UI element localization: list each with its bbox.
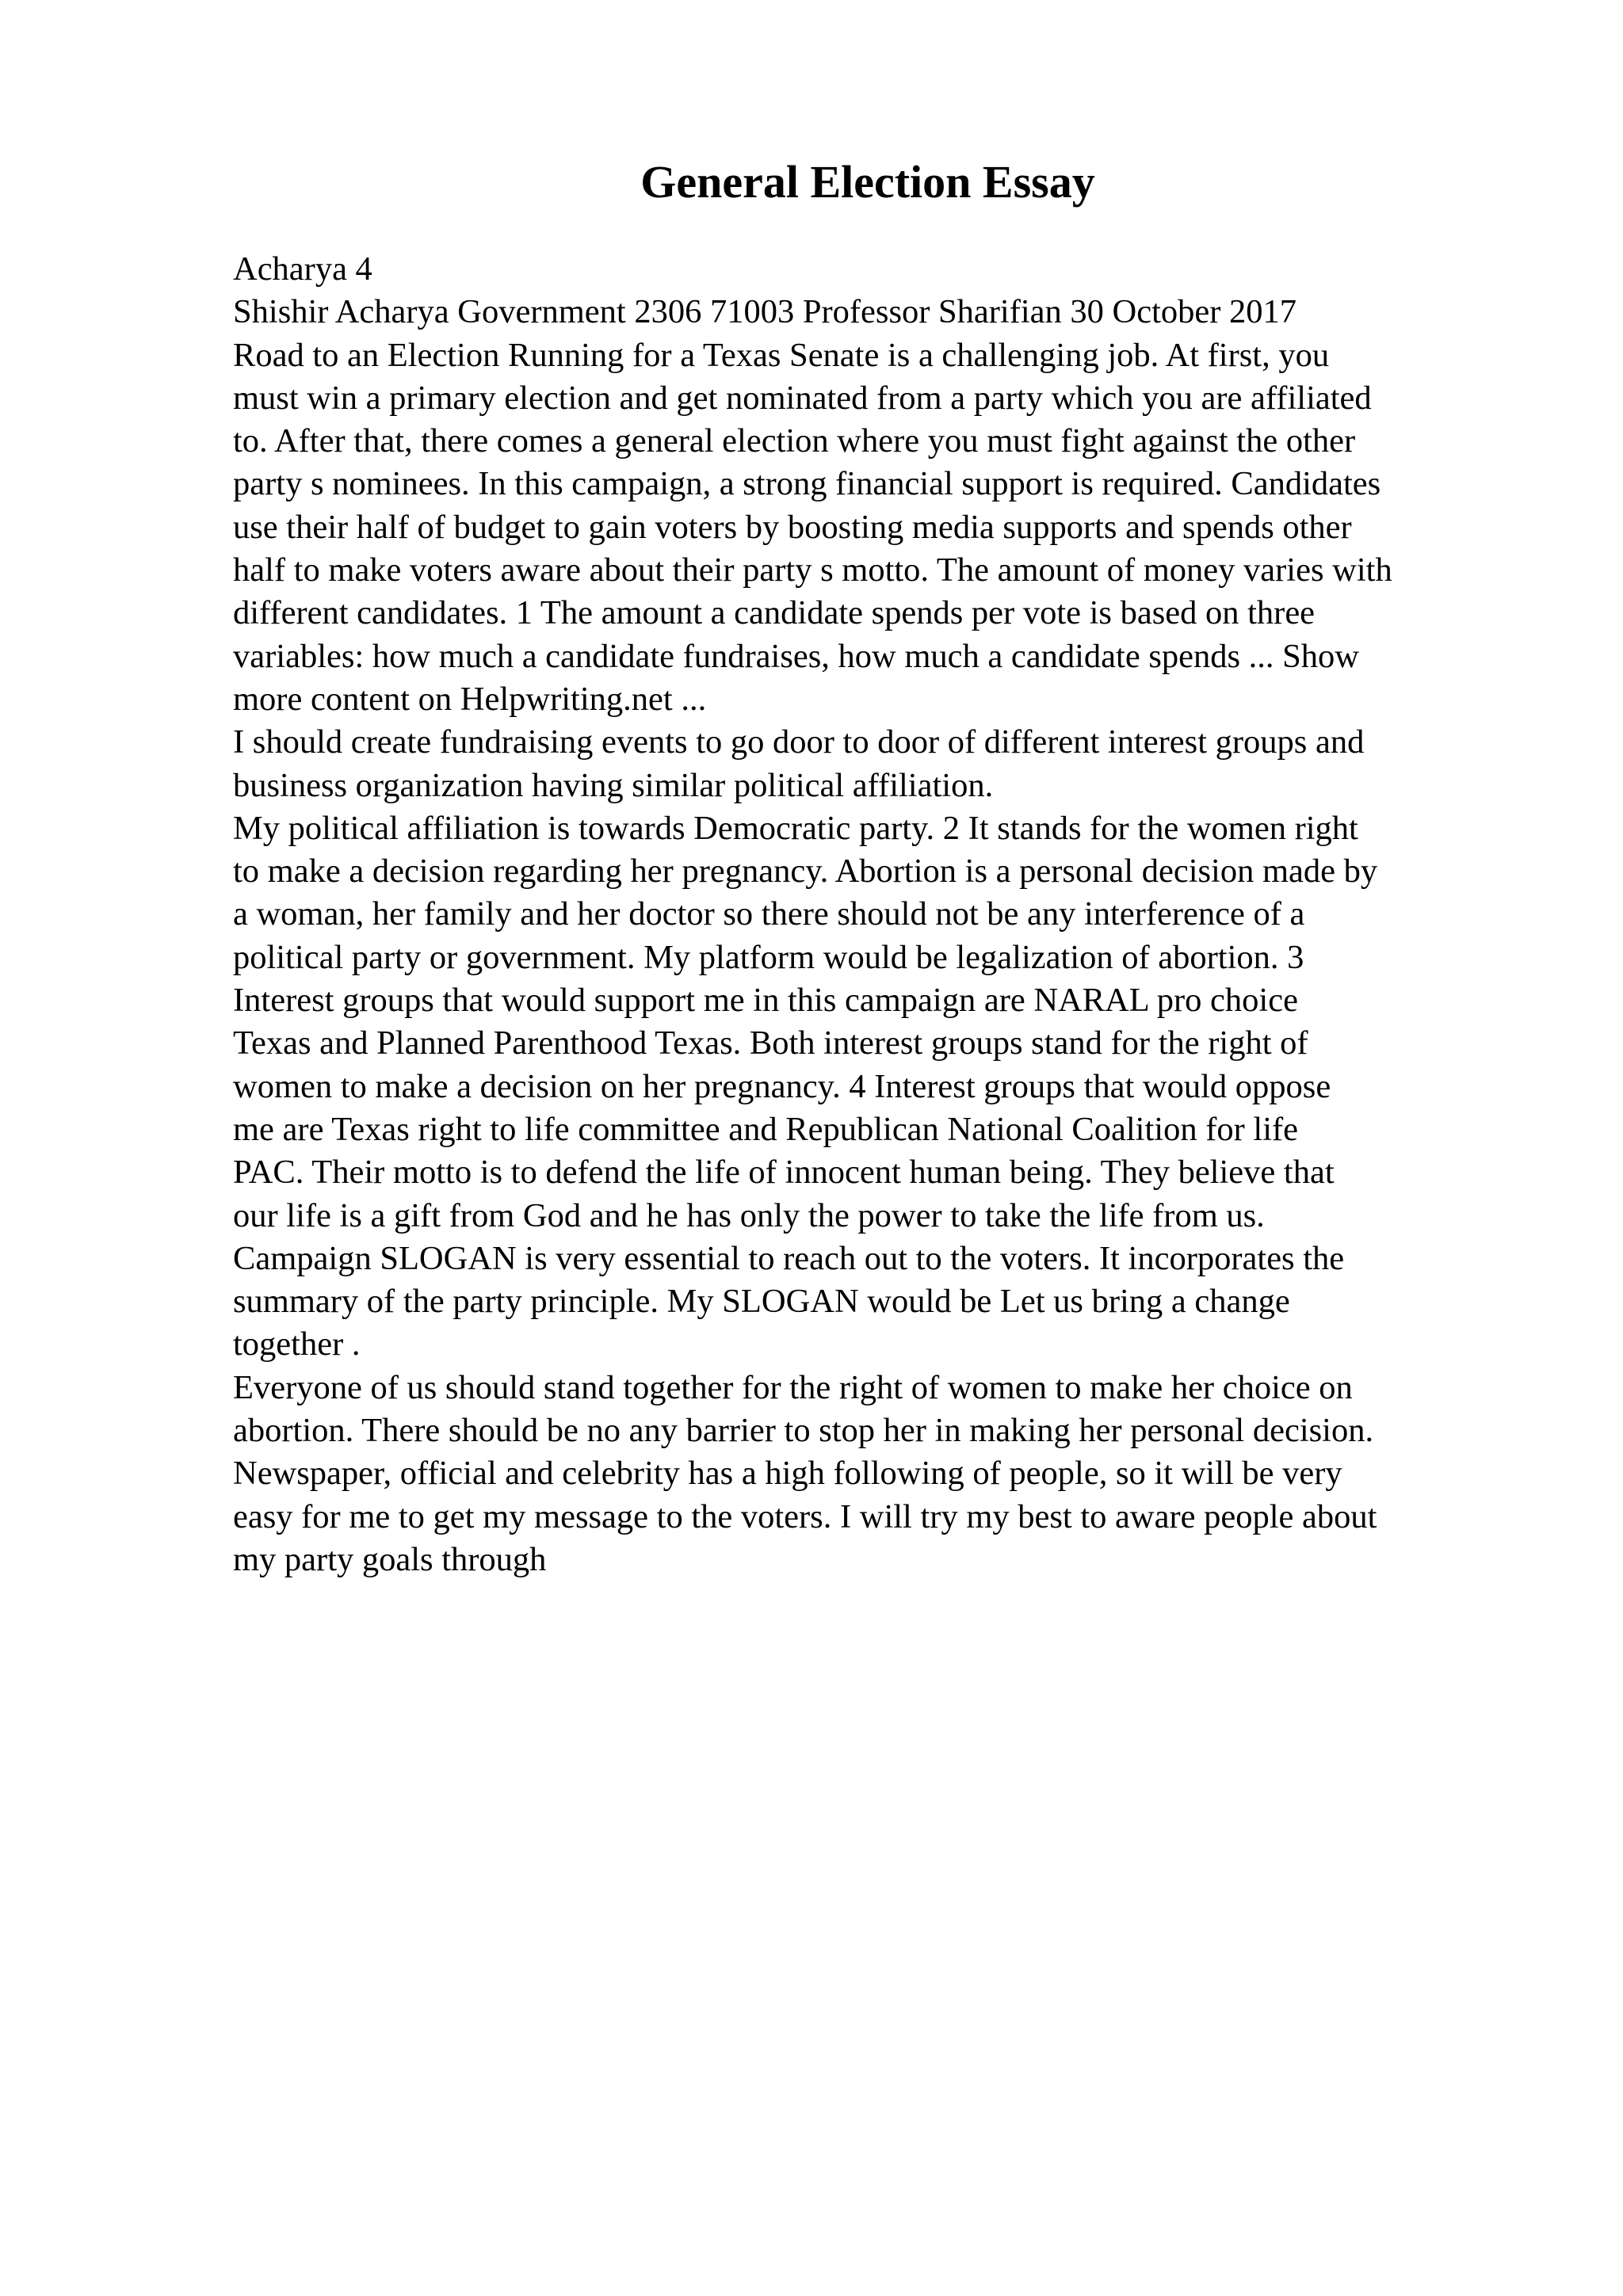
body-line: must win a primary election and get nominated from a party which you are affiliated	[233, 379, 1372, 417]
body-line: PAC. Their motto is to defend the life of innocent human being. They believe that	[233, 1154, 1335, 1192]
body-line: easy for me to get my message to the voters. I will try my best to aware people about	[233, 1497, 1377, 1535]
body-line: me are Texas right to life committee and Republican National Coalition for life	[233, 1110, 1299, 1148]
body-line: different candidates. 1 The amount a candidate spends per vote is based on three	[233, 594, 1316, 632]
document-body	[233, 248, 1596, 1581]
body-line: Road to an Election Running for a Texas Senate is a challenging job. At first, you	[233, 336, 1330, 374]
body-line: our life is a gift from God and he has only the power to take the life from us.	[233, 1196, 1265, 1234]
body-line: party s nominees. In this campaign, a strong financial support is required. Candidates	[233, 465, 1381, 503]
body-line: Interest groups that would support me in this campaign are NARAL pro choice	[233, 982, 1298, 1020]
body-line: political party or government. My platform would be legalization of abortion. 3	[233, 938, 1304, 976]
body-line: I should create fundraising events to go door to door of different interest groups and	[233, 723, 1365, 761]
body-line: Shishir Acharya Government 2306 71003 Professor Sharifian 30 October 2017	[233, 293, 1297, 331]
body-line: half to make voters aware about their party s motto. The amount of money varies with	[233, 551, 1392, 589]
body-line: to make a decision regarding her pregnancy. Abortion is a personal decision made by	[233, 852, 1378, 891]
body-line: Newspaper, official and celebrity has a high following of people, so it will be very	[233, 1455, 1342, 1493]
body-line: my party goals through	[233, 1540, 547, 1578]
body-line: women to make a decision on her pregnancy. 4 Interest groups that would oppose	[233, 1067, 1331, 1105]
body-line: together .	[233, 1325, 361, 1363]
body-line: abortion. There should be no any barrier to stop her in making her personal decision.	[233, 1412, 1374, 1450]
body-line: Texas and Planned Parenthood Texas. Both interest groups stand for the right of	[233, 1024, 1308, 1062]
body-line: to. After that, there comes a general election where you must fight against the other	[233, 422, 1356, 460]
body-line: use their half of budget to gain voters by boosting media supports and spends other	[233, 508, 1352, 546]
body-line: more content on Helpwriting.net ...	[233, 680, 707, 718]
body-line: variables: how much a candidate fundraises, how much a candidate spends ... Show	[233, 637, 1359, 675]
body-line: business organization having similar political affiliation.	[233, 766, 994, 804]
body-line: Everyone of us should stand together for the right of women to make her choice on	[233, 1368, 1353, 1406]
body-line: summary of the party principle. My SLOGAN would be Let us bring a change	[233, 1283, 1290, 1321]
document-title: General Election Essay	[640, 156, 1095, 208]
body-line: a woman, her family and her doctor so there should not be any interference of a	[233, 895, 1305, 933]
body-line: My political affiliation is towards Democratic party. 2 It stands for the women right	[233, 809, 1358, 847]
body-line: Campaign SLOGAN is very essential to reach out to the voters. It incorporates the	[233, 1239, 1345, 1277]
body-line: Acharya 4	[233, 250, 372, 288]
